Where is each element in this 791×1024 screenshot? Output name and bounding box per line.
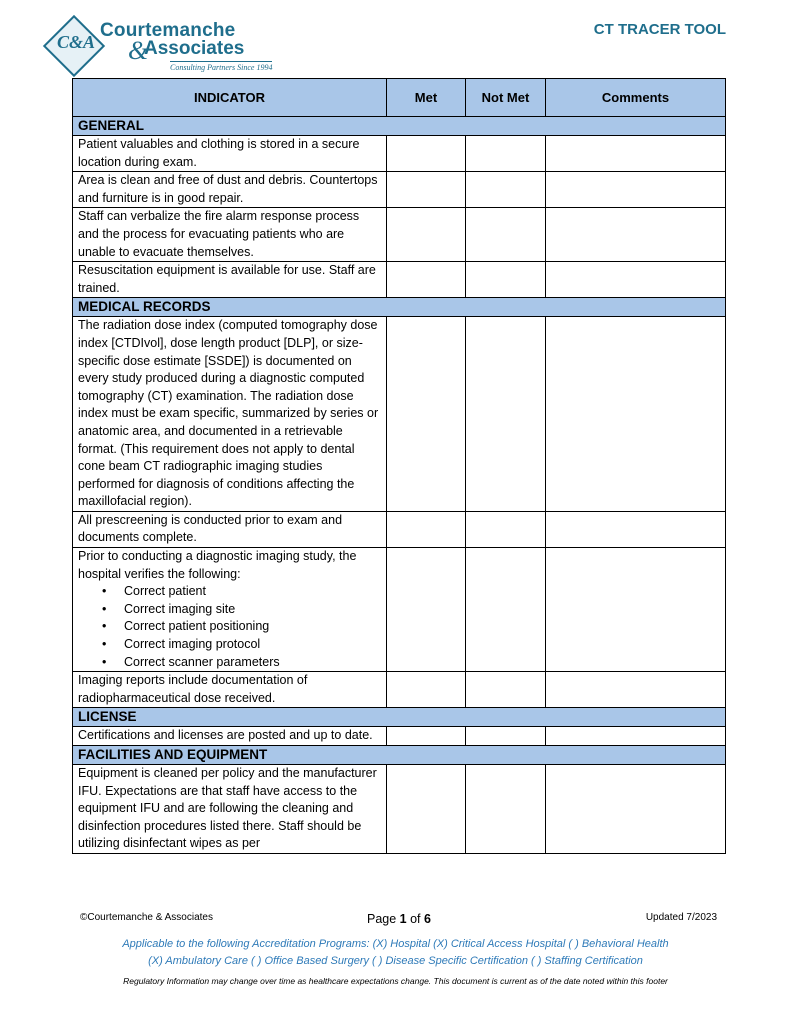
indicator-cell: The radiation dose index (computed tomography dose index [CTDIvol], dose length product [DLP], or size-specific dose estimate [SSDE]) is documented on every study produced during a diagnostic computed tomography (CT) examination. The radiation dose index must be exam specific, summarized by series or anatomic area, and documented in a retrievable format. (This requirement does not apply to dental cone beam CT radiographic imaging studies performed for diagnosis of conditions affecting the maxillofacial region). — [73, 317, 387, 512]
table-row — [73, 136, 726, 172]
met-cell[interactable] — [387, 317, 466, 512]
not-met-cell[interactable] — [466, 172, 546, 208]
table-row — [73, 548, 726, 672]
table-row — [73, 511, 726, 547]
logo-monogram: C&A — [56, 32, 95, 52]
met-cell[interactable] — [387, 548, 466, 672]
list-item: • Correct imaging site — [124, 601, 381, 619]
not-met-cell[interactable] — [466, 511, 546, 547]
not-met-cell[interactable] — [466, 727, 546, 746]
comments-cell[interactable] — [546, 765, 726, 854]
column-header-met: Met — [387, 79, 466, 117]
indicator-cell: Area is clean and free of dust and debris. Countertops and furniture is in good repair. — [73, 172, 387, 208]
met-cell[interactable] — [387, 208, 466, 262]
column-header-not-met: Not Met — [466, 79, 546, 117]
table-row — [73, 262, 726, 298]
comments-cell[interactable] — [546, 262, 726, 298]
not-met-cell[interactable] — [466, 262, 546, 298]
table-header-row — [73, 79, 726, 117]
met-cell[interactable] — [387, 727, 466, 746]
comments-cell[interactable] — [546, 511, 726, 547]
tracer-table — [72, 78, 726, 854]
page-header — [0, 0, 791, 78]
not-met-cell[interactable] — [466, 548, 546, 672]
not-met-cell[interactable] — [466, 672, 546, 708]
met-cell[interactable] — [387, 672, 466, 708]
section-title: MEDICAL RECORDS — [73, 298, 726, 317]
table-row — [73, 765, 726, 854]
section-row-license — [73, 708, 726, 727]
list-item: • Correct patient positioning — [124, 618, 381, 636]
section-title: FACILITIES AND EQUIPMENT — [73, 746, 726, 765]
logo-name-line1: Courtemanche — [100, 20, 236, 41]
table-row — [73, 727, 726, 746]
not-met-cell[interactable] — [466, 136, 546, 172]
met-cell[interactable] — [387, 765, 466, 854]
page-current: 1 — [399, 912, 407, 926]
page-number — [367, 912, 431, 926]
section-row-facilities-equipment — [73, 746, 726, 765]
comments-cell[interactable] — [546, 317, 726, 512]
section-row-general — [73, 117, 726, 136]
list-item: • Correct patient — [124, 583, 381, 601]
table-row — [73, 172, 726, 208]
page-of: of — [406, 912, 424, 926]
verification-list — [78, 583, 381, 671]
regulatory-note: Regulatory Information may change over time as healthcare expectations change. This document is current as of the date noted within this footer — [123, 976, 668, 986]
met-cell[interactable] — [387, 511, 466, 547]
met-cell[interactable] — [387, 136, 466, 172]
page-prefix: Page — [367, 912, 400, 926]
logo-tagline: Consulting Partners Since 1994 — [170, 63, 273, 72]
page-total: 6 — [424, 912, 431, 926]
indicator-cell: Patient valuables and clothing is stored in a secure location during exam. — [73, 136, 387, 172]
company-logo — [52, 18, 277, 74]
list-item: • Correct imaging protocol — [124, 636, 381, 654]
programs-line-2: (X) Ambulatory Care ( ) Office Based Surgery ( ) Disease Specific Certification ( ) Staffing Certification — [148, 954, 643, 967]
comments-cell[interactable] — [546, 208, 726, 262]
not-met-cell[interactable] — [466, 208, 546, 262]
indicator-cell: Staff can verbalize the fire alarm response process and the process for evacuating patients who are unable to evacuate themselves. — [73, 208, 387, 262]
logo-ampersand: & — [128, 36, 149, 65]
indicator-cell: Certifications and licenses are posted and up to date. — [73, 727, 387, 746]
table-row — [73, 208, 726, 262]
comments-cell[interactable] — [546, 136, 726, 172]
not-met-cell[interactable] — [466, 317, 546, 512]
column-header-indicator: INDICATOR — [73, 79, 387, 117]
section-title: LICENSE — [73, 708, 726, 727]
indicator-cell: All prescreening is conducted prior to exam and documents complete. — [73, 511, 387, 547]
logo-name-line2: Associates — [144, 38, 245, 59]
list-item: • Correct scanner parameters — [124, 654, 381, 672]
programs-line-1: Applicable to the following Accreditation Programs: (X) Hospital (X) Critical Access Hospital ( ) Behavioral Health — [122, 938, 669, 950]
footer-updated-date: Updated 7/2023 — [645, 912, 717, 923]
comments-cell[interactable] — [546, 172, 726, 208]
table-row — [73, 317, 726, 512]
indicator-cell: Imaging reports include documentation of radiopharmaceutical dose received. — [73, 672, 387, 708]
comments-cell[interactable] — [546, 727, 726, 746]
column-header-comments: Comments — [546, 79, 726, 117]
document-title: CT TRACER TOOL — [593, 21, 726, 38]
not-met-cell[interactable] — [466, 765, 546, 854]
section-title: GENERAL — [73, 117, 726, 136]
indicator-cell: Equipment is cleaned per policy and the manufacturer IFU. Expectations are that staff have access to the equipment IFU and are following the cleaning and disinfection procedures listed there. Staff should be utilizing disinfectant wipes as per — [73, 765, 387, 854]
footer-copyright: ©Courtemanche & Associates — [80, 912, 213, 923]
met-cell[interactable] — [387, 262, 466, 298]
indicator-text: Prior to conducting a diagnostic imaging study, the hospital verifies the following: — [78, 549, 357, 581]
comments-cell[interactable] — [546, 548, 726, 672]
comments-cell[interactable] — [546, 672, 726, 708]
indicator-cell: Resuscitation equipment is available for use. Staff are trained. — [73, 262, 387, 298]
table-row — [73, 672, 726, 708]
indicator-cell — [73, 548, 387, 672]
accreditation-programs — [0, 936, 791, 969]
met-cell[interactable] — [387, 172, 466, 208]
section-row-medical-records — [73, 298, 726, 317]
